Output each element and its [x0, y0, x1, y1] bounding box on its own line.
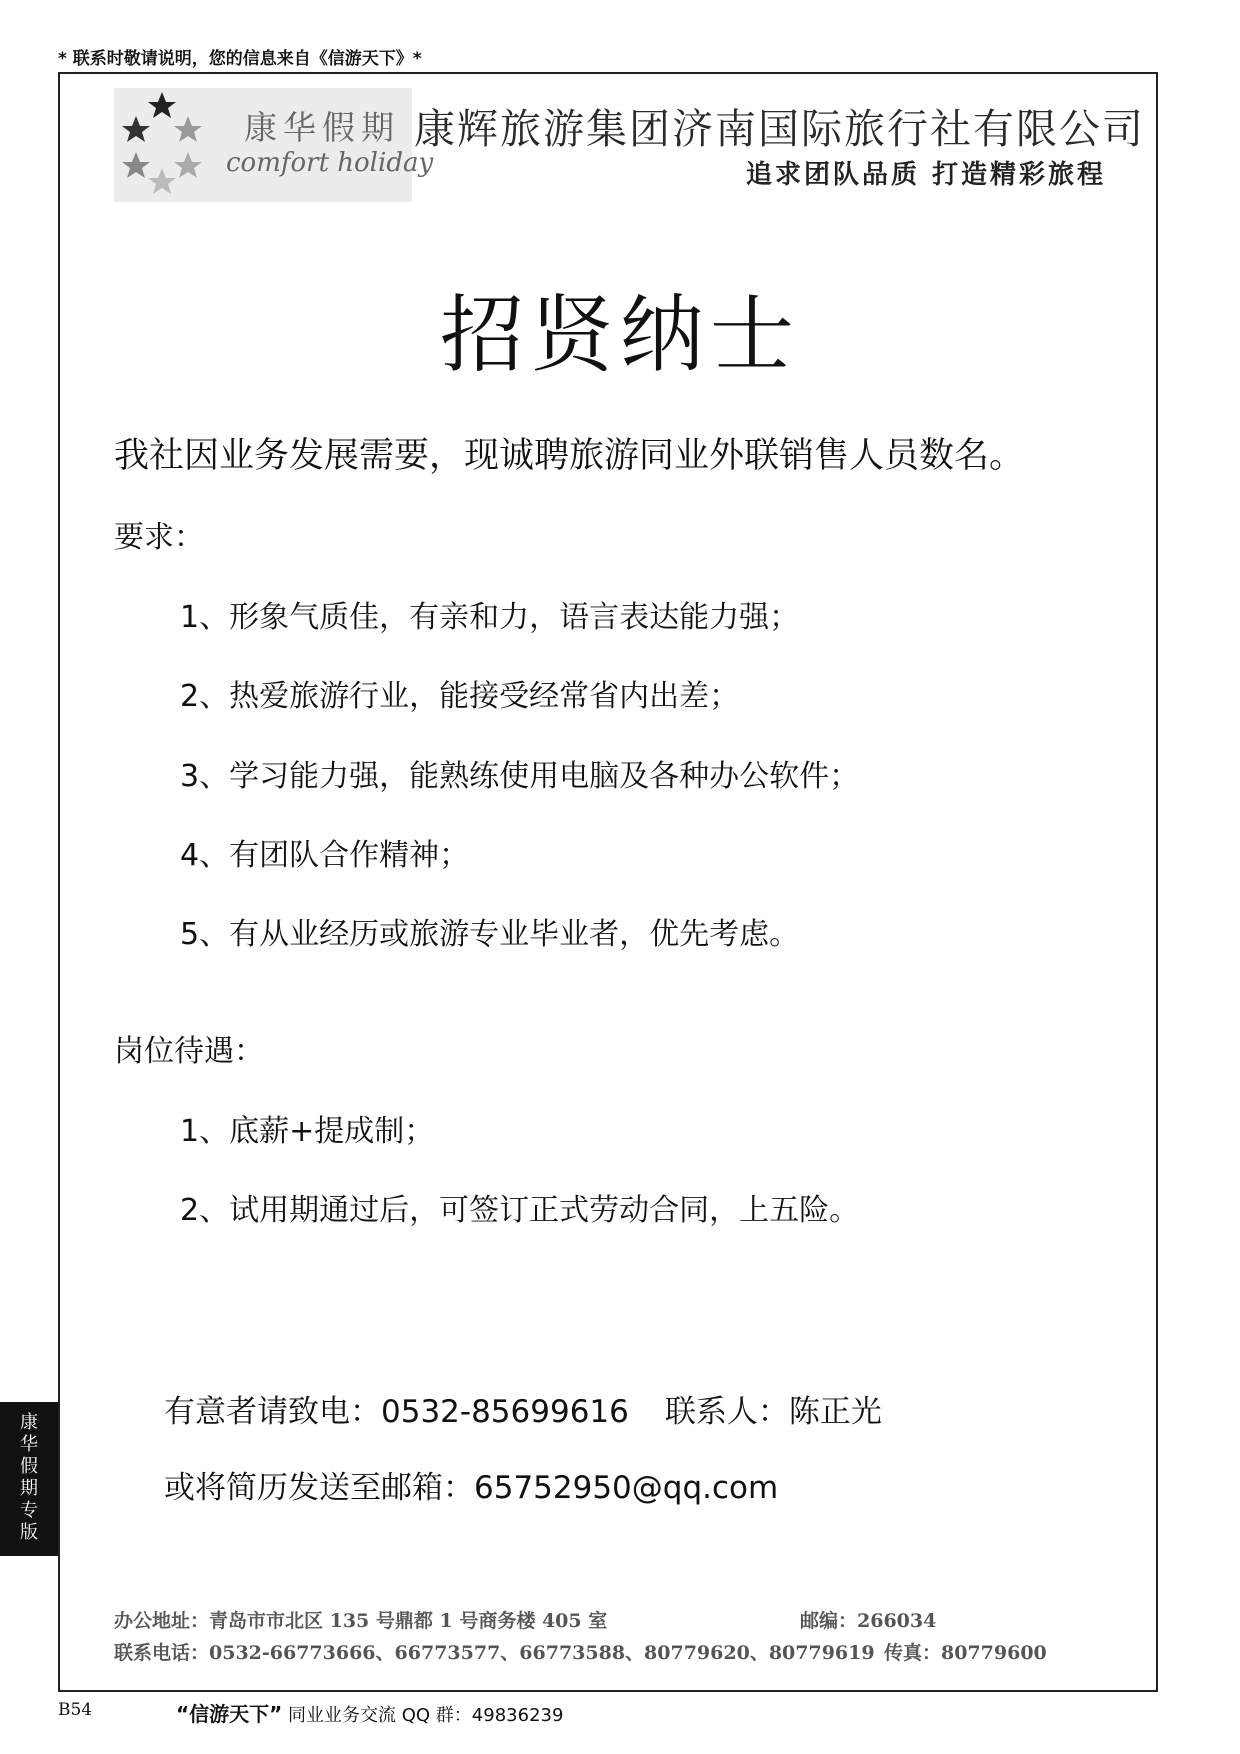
top-note: * 联系时敬请说明，您的信息来自《信游天下》*: [58, 49, 422, 69]
contact-phones: 联系电话：0532-66773666、66773577、66773588、80779620、80779619: [114, 1642, 875, 1664]
logo-name-en: comfort holiday: [226, 148, 434, 178]
requirement-item: 4、有团队合作精神；: [180, 838, 470, 873]
requirements-label: 要求：: [114, 520, 204, 555]
company-name: 康辉旅游集团济南国际旅行社有限公司: [414, 105, 1145, 153]
benefit-item: 2、试用期通过后，可签订正式劳动合同，上五险。: [180, 1193, 860, 1228]
requirement-item: 2、热爱旅游行业，能接受经常省内出差；: [180, 679, 740, 714]
contact-person: 联系人：陈正光: [664, 1394, 882, 1430]
bottom-note-brand: “信游天下”: [176, 1702, 283, 1726]
benefit-item: 1、底薪+提成制；: [180, 1114, 435, 1149]
company-logo: [114, 88, 434, 202]
fax: 传真：80779600: [884, 1642, 1047, 1664]
logo-stars-icon: [122, 90, 232, 200]
logo-name-cn: 康华假期: [244, 108, 400, 147]
side-tab-char: 华: [20, 1434, 38, 1455]
requirement-item: 5、有从业经历或旅游专业毕业者，优先考虑。: [180, 917, 800, 952]
side-tab-char: 康: [20, 1412, 38, 1433]
contact-email: 或将简历发送至邮箱：65752950@qq.com: [164, 1470, 779, 1506]
benefits-label: 岗位待遇：: [114, 1034, 264, 1069]
side-tab-char: 版: [20, 1522, 38, 1543]
requirement-item: 1、形象气质佳，有亲和力，语言表达能力强；: [180, 600, 800, 635]
company-slogan: 追求团队品质 打造精彩旅程: [745, 160, 1106, 190]
bottom-note: [176, 1698, 563, 1727]
postcode: 邮编：266034: [800, 1610, 937, 1632]
contact-phone: 有意者请致电：0532-85699616: [164, 1394, 629, 1430]
office-address: 办公地址：青岛市市北区 135 号鼎都 1 号商务楼 405 室: [114, 1610, 608, 1632]
side-tab-char: 假: [20, 1456, 38, 1477]
page-title: 招贤纳士: [439, 286, 800, 384]
side-tab-char: 专: [20, 1500, 38, 1521]
side-tab: [0, 1402, 58, 1556]
requirement-item: 3、学习能力强，能熟练使用电脑及各种办公软件；: [180, 759, 860, 794]
page-number: B54: [58, 1700, 93, 1720]
bottom-note-text: 同业业务交流 QQ 群：49836239: [288, 1705, 564, 1726]
intro-text: 我社因业务发展需要，现诚聘旅游同业外联销售人员数名。: [114, 436, 1025, 476]
contact-phone-line: [164, 1386, 882, 1431]
side-tab-char: 期: [20, 1478, 38, 1499]
